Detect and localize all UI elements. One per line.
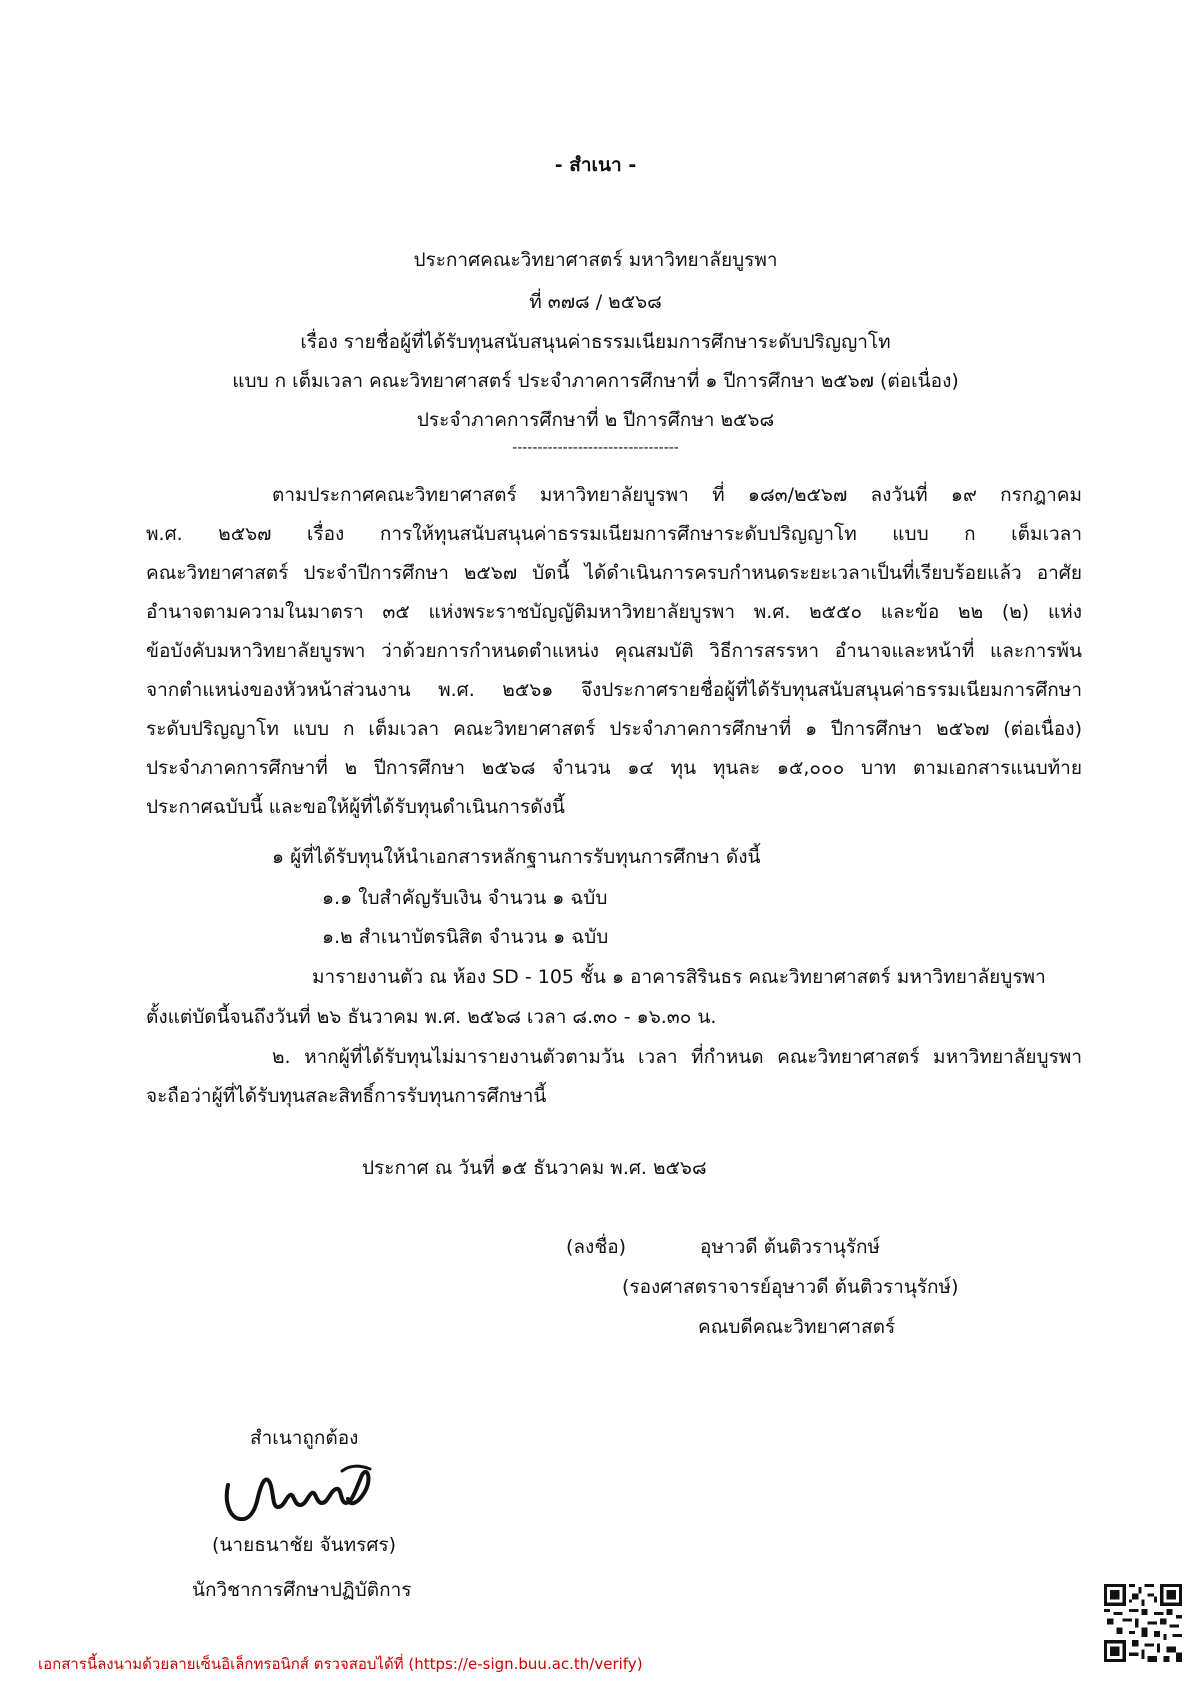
paragraph-line: ประจำภาคการศึกษาที่ ๒ ปีการศึกษา ๒๕๖๘ จำนวน ๑๔ ทุน ทุนละ ๑๕,๐๐๐ บาท ตามเอกสารแนบท้าย: [146, 757, 1082, 779]
list-item-2: ๒. หากผู้ที่ได้รับทุนไม่มารายงานตัวตามวัน เวลา ที่กำหนด คณะวิทยาศาสตร์ มหาวิทยาลัยบูรพา: [272, 1046, 1082, 1068]
certified-copy-label: สำเนาถูกต้อง: [250, 1427, 359, 1449]
signatory-name: อุษาวดี ต้นติวรานุรักษ์: [700, 1236, 881, 1258]
list-item-1-2: ๑.๒ สำเนาบัตรนิสิต จำนวน ๑ ฉบับ: [322, 926, 609, 948]
paragraph-line: คณะวิทยาศาสตร์ ประจำปีการศึกษา ๒๕๖๗ บัดนี้ ได้ดำเนินการครบกำหนดระยะเวลาเป็นที่เรียบร้อยแล้ว อาศัย: [146, 562, 1082, 584]
announcement-date: ประกาศ ณ วันที่ ๑๕ ธันวาคม พ.ศ. ๒๕๖๘: [362, 1157, 707, 1179]
paragraph-line: ตามประกาศคณะวิทยาศาสตร์ มหาวิทยาลัยบูรพา ที่ ๑๘๓/๒๕๖๗ ลงวันที่ ๑๙ กรกฎาคม: [272, 484, 1082, 506]
announcement-subject-line3: ประจำภาคการศึกษาที่ ๒ ปีการศึกษา ๒๕๖๘: [416, 409, 775, 431]
handwritten-signature: [222, 1463, 382, 1527]
certifier-position: นักวิชาการศึกษาปฏิบัติการ: [192, 1579, 412, 1601]
esign-verification-note: เอกสารนี้ลงนามด้วยลายเซ็นอิเล็กทรอนิกส์ ตรวจสอบได้ที่ (https://e-sign.buu.ac.th/verify): [38, 1655, 643, 1673]
paragraph-line: อำนาจตามความในมาตรา ๓๕ แห่งพระราชบัญญัติมหาวิทยาลัยบูรพา พ.ศ. ๒๕๕๐ และข้อ ๒๒ (๒) แห่ง: [146, 601, 1082, 623]
list-item-2-line2: จะถือว่าผู้ที่ได้รับทุนสละสิทธิ์การรับทุนการศึกษานี้: [146, 1085, 547, 1107]
qr-code-icon: [1104, 1584, 1182, 1662]
paragraph-line: จากตำแหน่งของหัวหน้าส่วนงาน พ.ศ. ๒๕๖๑ จึงประกาศรายชื่อผู้ที่ได้รับทุนสนับสนุนค่าธรรมเนียมการศึกษา: [146, 679, 1082, 701]
announcement-title: ประกาศคณะวิทยาศาสตร์ มหาวิทยาลัยบูรพา: [413, 249, 778, 271]
report-instruction: มารายงานตัว ณ ห้อง SD - 105 ชั้น ๑ อาคารสิรินธร คณะวิทยาศาสตร์ มหาวิทยาลัยบูรพา: [312, 966, 1046, 988]
announcement-subject: เรื่อง รายชื่อผู้ที่ได้รับทุนสนับสนุนค่าธรรมเนียมการศึกษาระดับปริญญาโท: [300, 331, 891, 353]
list-item-1: ๑ ผู้ที่ได้รับทุนให้นำเอกสารหลักฐานการรับทุนการศึกษา ดังนี้: [272, 846, 761, 868]
paragraph-line: ประกาศฉบับนี้ และขอให้ผู้ที่ได้รับทุนดำเนินการดังนี้: [146, 796, 565, 818]
list-item-1-1: ๑.๑ ใบสำคัญรับเงิน จำนวน ๑ ฉบับ: [322, 887, 608, 909]
signed-label: (ลงชื่อ): [566, 1236, 627, 1258]
signatory-full-title: (รองศาสตราจารย์อุษาวดี ต้นติวรานุรักษ์): [622, 1276, 959, 1298]
paragraph-line: ข้อบังคับมหาวิทยาลัยบูรพา ว่าด้วยการกำหนดตำแหน่ง คุณสมบัติ วิธีการสรรหา อำนาจและหน้าที่ และการพ้น: [146, 640, 1082, 662]
copy-mark: - สำเนา -: [554, 154, 637, 176]
announcement-number: ที่ ๓๗๘ / ๒๕๖๘: [529, 291, 662, 313]
report-instruction-line2: ตั้งแต่บัดนี้จนถึงวันที่ ๒๖ ธันวาคม พ.ศ. ๒๕๖๘ เวลา ๘.๓๐ - ๑๖.๓๐ น.: [146, 1006, 717, 1028]
header-divider: ---------------------------------: [512, 440, 679, 456]
announcement-subject-line2: แบบ ก เต็มเวลา คณะวิทยาศาสตร์ ประจำภาคการศึกษาที่ ๑ ปีการศึกษา ๒๕๖๗ (ต่อเนื่อง): [232, 370, 959, 392]
signatory-position: คณบดีคณะวิทยาศาสตร์: [698, 1316, 896, 1338]
certifier-name: (นายธนาชัย จันทรศร): [212, 1534, 397, 1556]
paragraph-line: ระดับปริญญาโท แบบ ก เต็มเวลา คณะวิทยาศาสตร์ ประจำภาคการศึกษาที่ ๑ ปีการศึกษา ๒๕๖๗ (ต่อเนื่อง): [146, 718, 1082, 740]
paragraph-line: พ.ศ. ๒๕๖๗ เรื่อง การให้ทุนสนับสนุนค่าธรรมเนียมการศึกษาระดับปริญญาโท แบบ ก เต็มเวลา: [146, 523, 1082, 545]
